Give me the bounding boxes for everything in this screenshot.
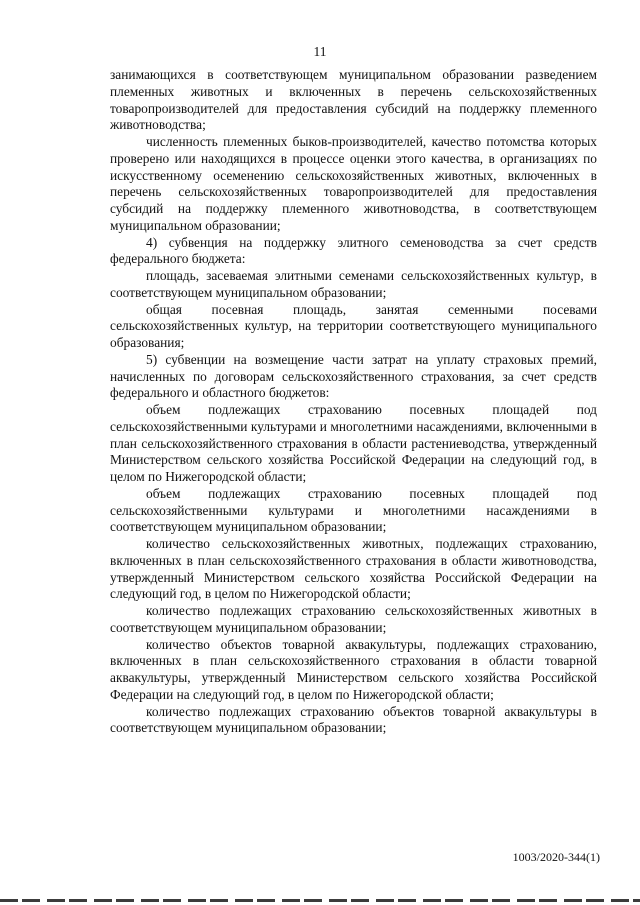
- document-code: 1003/2020-344(1): [512, 850, 600, 864]
- paragraph: объем подлежащих страхованию посевных площадей под сельскохозяйственными культурами и многолетними насаждениями в соответствующем муниципальном образовании;: [110, 485, 597, 535]
- paragraph: 4) субвенция на поддержку элитного семеноводства за счет средств федерального бюджета:: [110, 234, 597, 267]
- paragraph: 5) субвенции на возмещение части затрат на уплату страховых премий, начисленных по договорам сельскохозяйственного страхования, за счет средств федерального и областного бюджетов:: [110, 351, 597, 401]
- paragraph: численность племенных быков-производителей, качество потомства которых проверено или находящихся в процессе оценки этого качества, в организациях по искусственному осеменению сельскохозяйственных животных, включенных в перечень сельскохозяйственных товаропроизводителей для предоставления субсидий на поддержку племенного животноводства, в соответствующем муниципальном образовании;: [110, 134, 597, 233]
- paragraph: общая посевная площадь, занятая семенными посевами сельскохозяйственных культур, на территории соответствующего муниципального образования;: [110, 301, 597, 350]
- paragraph: количество подлежащих страхованию сельскохозяйственных животных в соответствующем муниципальном образовании;: [110, 603, 597, 635]
- paragraph: количество объектов товарной аквакультуры, подлежащих страхованию, включенных в план сельскохозяйственного страхования в области товарной аквакультуры, утвержденный Министерством сельского хозяйства Российской Федерации на следующий год, в целом по Нижегородской области;: [110, 636, 597, 702]
- paragraph: количество подлежащих страхованию объектов товарной аквакультуры в соответствующем муниципальном образовании;: [110, 703, 597, 736]
- paragraph: занимающихся в соответствующем муниципальном образовании разведением племенных животных и включенных в перечень сельскохозяйственных товаропроизводителей для предоставления субсидий на поддержку племенного животноводства;: [110, 67, 597, 133]
- scan-edge-line: [0, 899, 640, 902]
- paragraph: количество сельскохозяйственных животных, подлежащих страхованию, включенных в план сельскохозяйственного страхования в области животноводства, утвержденный Министерством сельского хозяйства Российской Федерации на следующий год, в целом по Нижегородской области;: [110, 536, 597, 602]
- paragraph: площадь, засеваемая элитными семенами сельскохозяйственных культур, в соответствующем муниципальном образовании;: [110, 268, 597, 300]
- page-number: 11: [313, 44, 327, 59]
- document-body: [110, 67, 597, 737]
- paragraph: объем подлежащих страхованию посевных площадей под сельскохозяйственными культурами и многолетними насаждениями, включенными в план сельскохозяйственного страхования в области растениеводства, утвержденный Министерством сельского хозяйства Российской Федерации на следующий год, в целом по Нижегородской области;: [110, 402, 597, 484]
